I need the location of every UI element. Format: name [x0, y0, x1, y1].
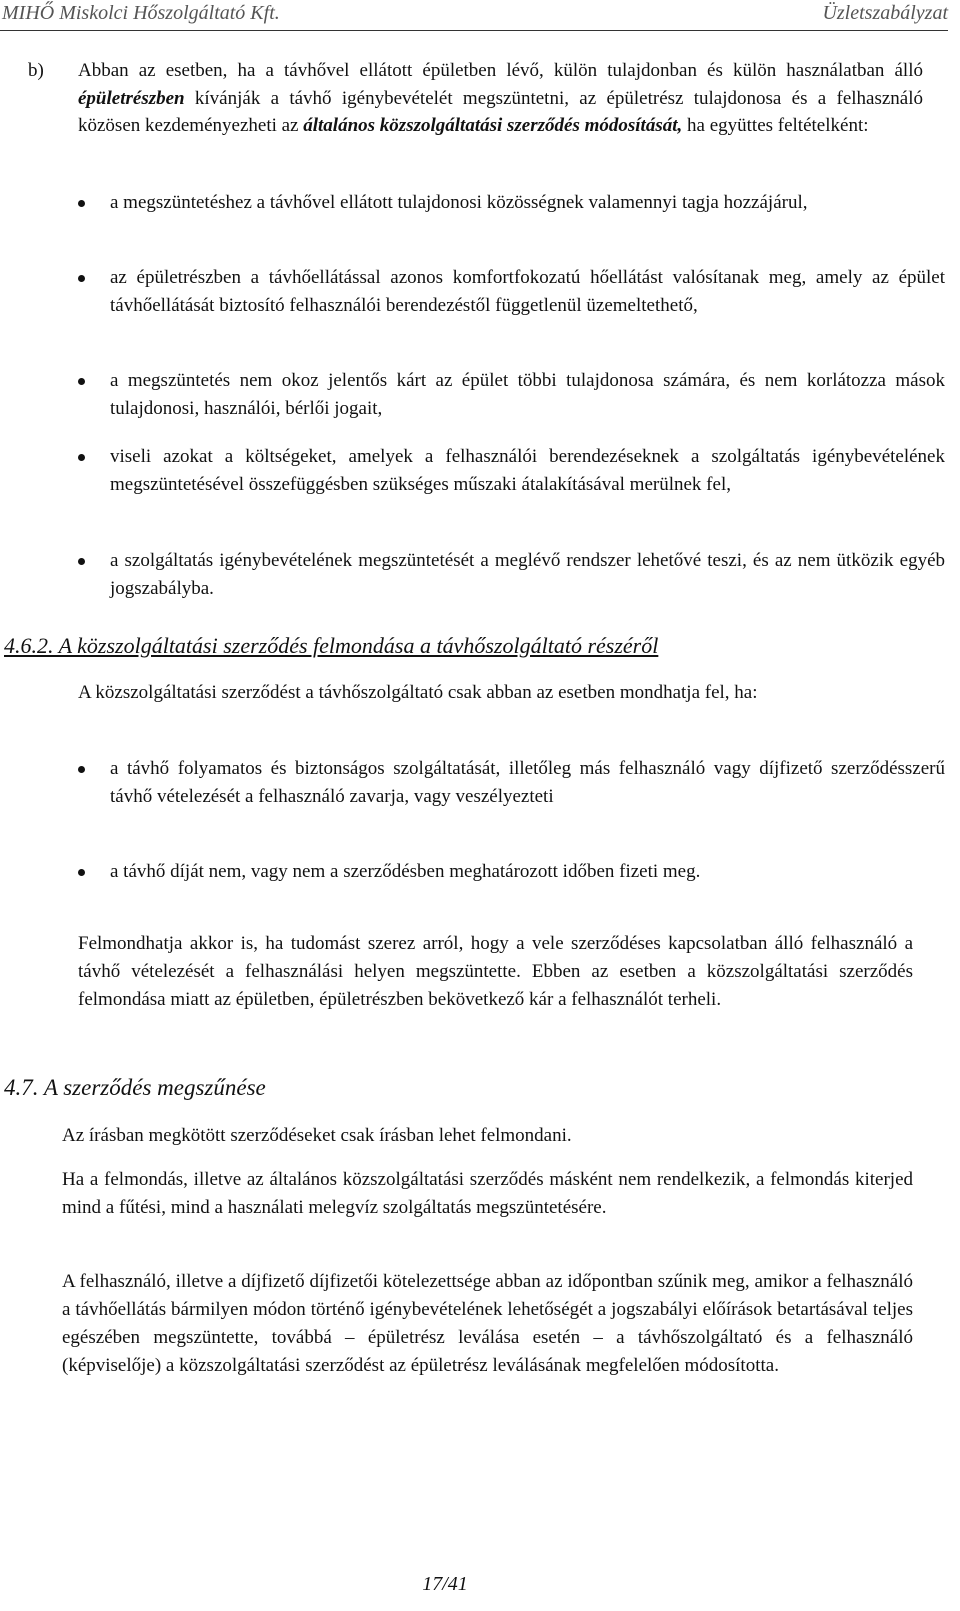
list-item-text: a távhő díját nem, vagy nem a szerződésben meghatározott időben fizeti meg. [110, 861, 701, 882]
header-divider [0, 30, 948, 31]
text-run: kívánják a távhő igénybevételét megszüntetni, az épületrész tulajdonosa és a felhasználó közösen kezdeményezheti az [78, 87, 923, 136]
paragraph: Az írásban megkötött szerződéseket csak írásban lehet felmondani. [62, 1125, 572, 1146]
document-title: Üzletszabályzat [822, 2, 948, 24]
list-item-text: az épületrészben a távhőellátással azonos komfortfokozatú hőellátást valósítanak meg, amely az épület távhőellátását biztosító felhasználói berendezéstől függetlenül üzemeltethető, [110, 267, 945, 316]
paragraph: A felhasználó, illetve a díjfizető díjfizetői kötelezettsége abban az időpontban szűnik meg, amikor a felhasználó a távhőellátás bármilyen módon történő igénybevételének lehetőségét a jogszabályi előírások betartásával teljes egészében megszüntette, továbbá – épületrész leválása esetén – a távhőszolgáltató és a felhasználó (képviselője) a közszolgáltatási szerződést az épületrész leválásának megfelelően módosította. [62, 1271, 913, 1376]
paragraph-b-text [78, 57, 923, 140]
section-heading-4-6-2: 4.6.2. A közszolgáltatási szerződés felmondása a távhőszolgáltató részéről [4, 633, 659, 658]
section-closing-paragraph: Felmondhatja akkor is, ha tudomást szerez arról, hogy a vele szerződéses kapcsolatban álló felhasználó a távhő vételezését a felhasználási helyen megszüntette. Ebben az esetben a közszolgáltatási szerződés felmondása miatt az épületben, épületrészben bekövetkező kár a felhasználót terheli. [78, 933, 913, 1010]
text-run: ha együttes feltételként: [682, 115, 869, 136]
emphasis-run: épületrészben [78, 87, 185, 109]
list-item [78, 547, 945, 602]
bullet-icon [78, 558, 85, 565]
list-item-text: viseli azokat a költségeket, amelyek a felhasználói berendezéseknek a szolgáltatás igénybevételének megszüntetésével összefüggésben szükséges műszaki átalakításával merülnek fel, [110, 446, 945, 495]
paragraph-b [28, 57, 923, 140]
text-run: Abban az esetben, ha a távhővel ellátott épületben lévő, külön tulajdonban és külön használatban álló [78, 60, 923, 81]
page-number: 17/41 [422, 1573, 468, 1595]
list-item [78, 367, 945, 422]
list-item-text: a megszüntetés nem okoz jelentős kárt az épület többi tulajdonosa számára, és nem korlátozza mások tulajdonosi, használói, bérlői jogait, [110, 370, 945, 419]
section-intro: A közszolgáltatási szerződést a távhőszolgáltató csak abban az esetben mondhatja fel, ha: [78, 682, 758, 703]
list-item-text: a szolgáltatás igénybevételének megszüntetését a meglévő rendszer lehetővé teszi, és az nem ütközik egyéb jogszabályba. [110, 550, 945, 599]
list-item [78, 189, 945, 217]
list-item-text: a távhő folyamatos és biztonságos szolgáltatását, illetőleg más felhasználó vagy díjfizető szerződésszerű távhő vételezését a felhasználó zavarja, vagy veszélyezteti [110, 758, 945, 807]
bullet-icon [78, 869, 85, 876]
bullet-icon [78, 200, 85, 207]
list-item [78, 443, 945, 498]
list-item [78, 858, 945, 886]
page-header [2, 2, 948, 32]
bullet-icon [78, 766, 85, 773]
list-item-text: a megszüntetéshez a távhővel ellátott tulajdonosi közösségnek valamennyi tagja hozzájárul, [110, 192, 808, 213]
emphasis-run: általános közszolgáltatási szerződés módosítását, [303, 115, 683, 136]
paragraph-label: b) [28, 60, 44, 81]
list-item [78, 755, 945, 810]
section-heading-4-7: 4.7. A szerződés megszűnése [4, 1075, 266, 1100]
bullet-icon [78, 275, 85, 282]
bullet-icon [78, 454, 85, 461]
bullet-icon [78, 378, 85, 385]
company-name: MIHŐ Miskolci Hőszolgáltató Kft. [2, 2, 280, 24]
list-item [78, 264, 945, 319]
paragraph: Ha a felmondás, illetve az általános közszolgáltatási szerződés másként nem rendelkezik, a felmondás kiterjed mind a fűtési, mind a használati melegvíz szolgáltatás megszüntetésére. [62, 1169, 913, 1218]
